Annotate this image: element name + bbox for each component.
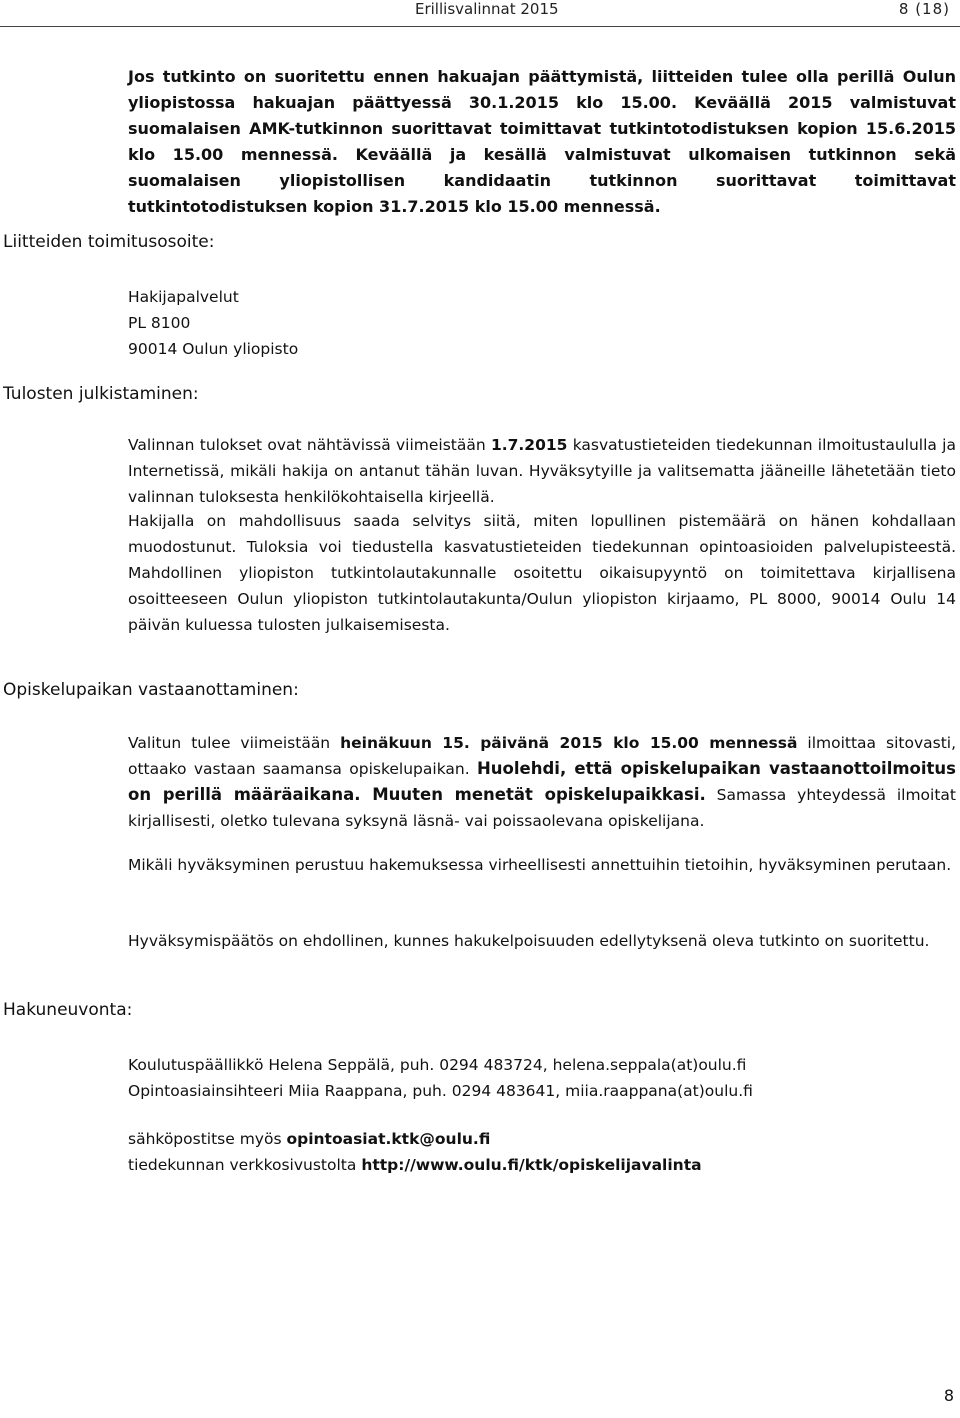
intro-paragraph: Jos tutkinto on suoritettu ennen hakuajan päättymistä, liitteiden tulee olla perillä Oulun yliopistossa hakuajan päättyessä 30.1.2015 klo 15.00. Keväällä 2015 valmistuvat suomalaisen AMK-tutkinnon suorittavat toimittavat tutkintotodistuksen kopion 15.6.2015 klo 15.00 mennessä. Keväällä ja kesällä valmistuvat ulkomaisen tutkinnon sekä suomalaisen yliopistollisen kandidaatin tutkinnon suorittavat toimittavat tutkintotodistuksen kopion 31.7.2015 klo 15.00 mennessä. [128,67,956,216]
acceptance-paragraph-1 [128,730,956,834]
acceptance-label: Opiskelupaikan vastaanottaminen: [3,680,299,700]
document-title: Erillisvalinnat 2015 [415,0,559,18]
web-prefix: tiedekunnan verkkosivustolta [128,1156,362,1174]
acceptance-text-a: Valitun tulee viimeistään [128,734,341,752]
results-label: Tulosten julkistaminen: [3,384,199,404]
email-line [128,1126,956,1152]
acceptance-text-c: ilmoittaa sitovasti, ottaako vastaan saamansa opiskelupaikan. [128,734,957,778]
advice-label: Hakuneuvonta: [3,1000,133,1020]
page-header [0,0,960,28]
web-line [128,1152,956,1178]
acceptance-warning: Huolehdi, että opiskelupaikan vastaanottoilmoitus on perillä määräaikana. Muuten menetät opiskelupaikkasi. [128,759,956,804]
address-line-3: 90014 Oulun yliopisto [128,340,299,358]
footer-page-number: 8 [943,1386,954,1405]
address-line-1: Hakijapalvelut [128,288,239,306]
page-indicator: 8 (18) [898,0,950,18]
acceptance-paragraph-3: Hyväksymispäätös on ehdollinen, kunnes hakukelpoisuuden edellytyksenä oleva tutkinto on suoritettu. [128,932,930,950]
address-line-2: PL 8100 [128,314,191,332]
contact-line-2: Opintoasiainsihteeri Miia Raappana, puh. 0294 483641, miia.raappana(at)oulu.fi [128,1082,753,1100]
results-text-a: Valinnan tulokset ovat nähtävissä viimeistään [128,436,491,454]
email-prefix: sähköpostitse myös [128,1130,287,1148]
acceptance-deadline: heinäkuun 15. päivänä 2015 klo 15.00 mennessä [340,734,798,752]
advice-links [128,1126,956,1178]
delivery-label: Liitteiden toimitusosoite: [3,232,215,252]
acceptance-paragraph-2: Mikäli hyväksyminen perustuu hakemuksessa virheellisesti annettuihin tietoihin, hyväksyminen perutaan. [128,856,952,874]
email-link[interactable]: opintoasiat.ktk@oulu.fi [286,1130,491,1148]
results-date: 1.7.2015 [490,436,568,454]
acceptance-text-e: Samassa yhteydessä ilmoitat kirjallisesti, oletko tulevana syksynä läsnä- vai poissaolevana opiskelijana. [128,786,956,830]
delivery-address [128,284,956,362]
header-divider [0,26,960,27]
results-paragraph-2: Hakijalla on mahdollisuus saada selvitys siitä, miten lopullinen pistemäärä on hänen kohdallaan muodostunut. Tuloksia voi tiedustella kasvatustieteiden tiedekunnan opintoasioiden palvelupisteestä. Mahdollinen yliopiston tutkintolautakunnalle osoitettu oikaisupyyntö on toimitettava kirjallisena osoitteeseen Oulun yliopiston tutkintolautakunta/Oulun yliopiston kirjaamo, PL 8000, 90014 Oulu 14 päivän kuluessa tulosten julkaisemisesta. [128,512,956,634]
web-link[interactable]: http://www.oulu.fi/ktk/opiskelijavalinta [361,1156,702,1174]
contact-line-1: Koulutuspäällikkö Helena Seppälä, puh. 0294 483724, helena.seppala(at)oulu.fi [128,1056,747,1074]
results-text-c: kasvatustieteiden tiedekunnan ilmoitustaululla ja Internetissä, mikäli hakija on antanut tähän luvan. Hyväksytyille ja valitsematta jääneille lähetetään tieto valinnan tuloksesta henkilökohtaisella kirjeellä. [128,436,956,506]
results-paragraph-1 [128,432,956,510]
advice-contacts [128,1052,956,1104]
